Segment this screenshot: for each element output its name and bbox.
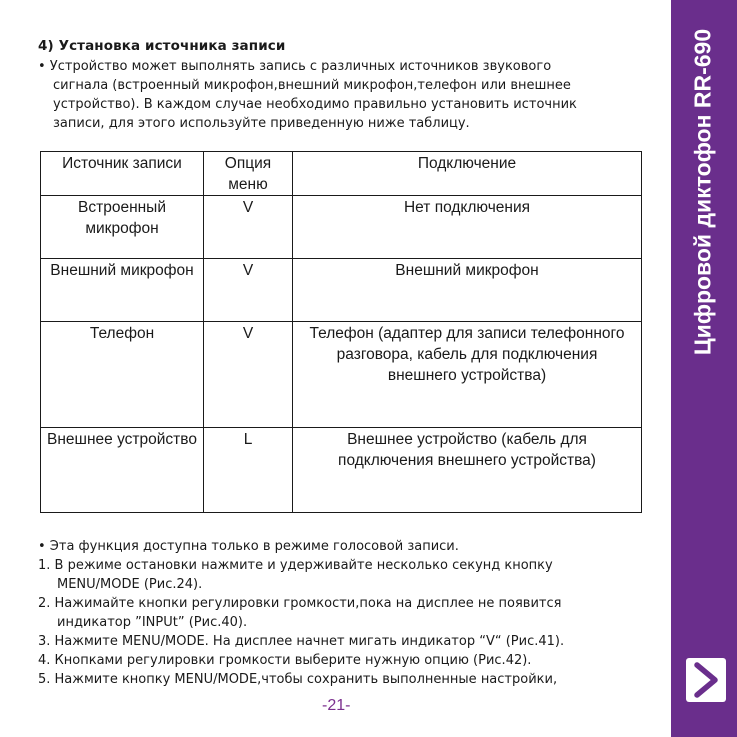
cell-source: Встроенный микрофон: [41, 196, 204, 259]
cell-source: Телефон: [41, 322, 204, 428]
step-line: 5. Нажмите кнопку MENU/MODE,чтобы сохранить выполненные настройки,: [38, 672, 558, 687]
recording-source-table: [40, 151, 642, 513]
next-page-button[interactable]: [686, 658, 726, 702]
header-connection: Подключение: [293, 152, 642, 196]
chevron-right-icon: [686, 658, 726, 702]
intro-line: сигнала (встроенный микрофон,внешний микрофон,телефон или внешнее: [53, 78, 571, 93]
header-option: Опция меню: [204, 152, 293, 196]
cell-connection: Нет подключения: [293, 196, 642, 259]
table-row: [41, 428, 642, 513]
table-header-row: [41, 152, 642, 196]
cell-connection: Внешнее устройство (кабель для подключения внешнего устройства): [293, 428, 642, 513]
cell-option: L: [204, 428, 293, 513]
table-row: [41, 196, 642, 259]
step-continuation: индикатор ”INPUt” (Рис.40).: [57, 615, 248, 630]
intro-line: записи, для этого используйте приведенную ниже таблицу.: [53, 116, 470, 131]
cell-source: Внешнее устройство: [41, 428, 204, 513]
step-line: 1. В режиме остановки нажмите и удерживайте несколько секунд кнопку: [38, 558, 553, 573]
table-row: [41, 322, 642, 428]
sidebar-title: Цифровой диктофон RR-690: [689, 28, 716, 356]
step-line: 2. Нажимайте кнопки регулировки громкости,пока на дисплее не появится: [38, 596, 562, 611]
section-heading: 4) Установка источника записи: [38, 38, 286, 54]
intro-paragraph: [38, 57, 628, 133]
availability-note: • Эта функция доступна только в режиме голосовой записи.: [38, 539, 459, 554]
table-row: [41, 259, 642, 322]
step-line: 3. Нажмите MENU/MODE. На дисплее начнет мигать индикатор “V“ (Рис.41).: [38, 634, 565, 649]
step-continuation: MENU/MODE (Рис.24).: [57, 577, 203, 592]
cell-source: Внешний микрофон: [41, 259, 204, 322]
page-number: -21-: [322, 697, 351, 714]
cell-option: V: [204, 259, 293, 322]
instruction-list: [38, 537, 638, 689]
intro-line: • Устройство может выполнять запись с различных источников звукового: [38, 59, 552, 74]
header-source: Источник записи: [41, 152, 204, 196]
cell-option: V: [204, 196, 293, 259]
step-line: 4. Кнопками регулировки громкости выберите нужную опцию (Рис.42).: [38, 653, 532, 668]
intro-line: устройство). В каждом случае необходимо правильно установить источник: [53, 97, 577, 112]
cell-connection: Телефон (адаптер для записи телефонного разговора, кабель для подключения внешнего устройства): [293, 322, 642, 428]
cell-option: V: [204, 322, 293, 428]
cell-connection: Внешний микрофон: [293, 259, 642, 322]
